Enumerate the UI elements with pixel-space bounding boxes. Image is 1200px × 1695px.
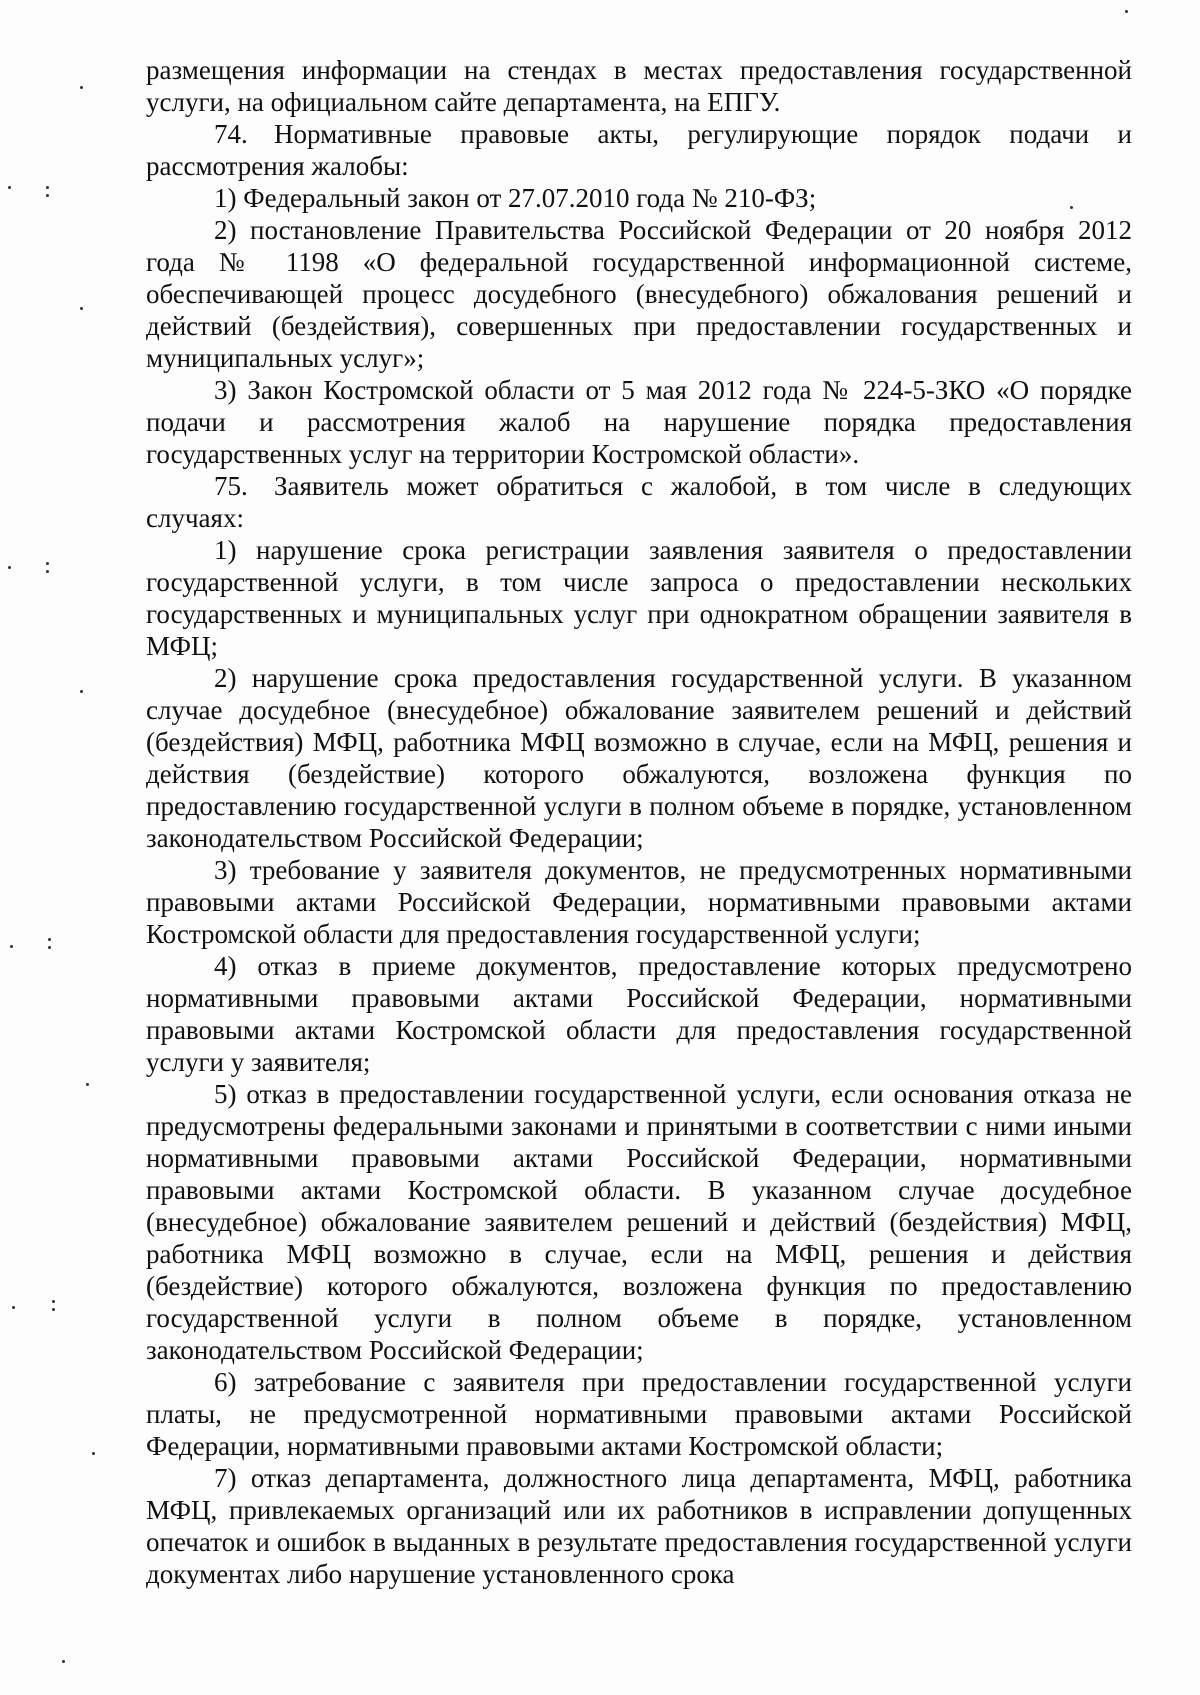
scan-speck [46,562,50,574]
list-item: 3) Закон Костромской области от 5 мая 2012 года № 224-5-ЗКО «О порядке подачи и рассмотрения жалоб на нарушение порядка предоставления государственных услуг на территории Костромской области». [146,375,1132,469]
scan-speck [62,1660,65,1663]
list-item: 6) затребование с заявителя при предоставлении государственной услуги платы, не предусмотренной нормативными правовыми актами Российской Федерации, нормативными правовыми актами Костромской области; [146,1367,1132,1461]
scan-speck [92,1452,95,1455]
scan-speck [12,1306,15,1309]
scan-speck [80,86,83,89]
list-item: 2) постановление Правительства Российской Федерации от 20 ноября 2012 года № 1198 «О федеральной государственной информационной системе, обеспечивающей процесс досудебного (внесудебного) обжалования решений и действий (бездействия), совершенных при предоставлении государственных и муниципальных услуг»; [146,215,1132,373]
list-item: 2) нарушение срока предоставления государственной услуги. В указанном случае досудебное (внесудебное) обжалование заявителем решений и действий (бездействия) МФЦ, работника МФЦ возможно в случае, если на МФЦ, решения и действия (бездействие) которого обжалуются, возложена функция по предоставлению государственной услуги в полном объеме в порядке, установленном законодательством Российской Федерации; [146,663,1132,853]
list-item: 1) нарушение срока регистрации заявления заявителя о предоставлении государственной услуги, в том числе запроса о предоставлении нескольких государственных и муниципальных услуг при однократном обращении заявителя в МФЦ; [146,535,1132,661]
scan-speck [1125,10,1128,13]
scan-speck [52,1300,56,1312]
list-item: 1) Федеральный закон от 27.07.2010 года № 210-ФЗ; [214,183,817,213]
paragraph-75 [146,470,1132,534]
paragraph-number: 75. [214,471,248,501]
scan-speck [86,1083,89,1086]
scan-speck [48,938,52,950]
document-body [146,54,1132,1590]
scan-speck [10,945,13,948]
scan-speck [80,307,83,310]
list-item: 4) отказ в приеме документов, предоставление которых предусмотрено нормативными правовыми актами Российской Федерации, нормативными правовыми актами Костромской области для предоставления государственной услуги у заявителя; [146,951,1132,1077]
paragraph-number: 74. [214,119,248,149]
paragraph-text: Заявитель может обратиться с жалобой, в том числе в следующих случаях: [146,471,1132,533]
list-item: 7) отказ департамента, должностного лица департамента, МФЦ, работника МФЦ, привлекаемых организаций или их работников в исправлении допущенных опечаток и ошибок в выданных в результате предоставления государственной услуги документах либо нарушение установленного срока [146,1463,1132,1589]
scan-speck [80,690,83,693]
scan-speck [46,186,50,198]
paragraph-continuation: размещения информации на стендах в местах предоставления государственной услуги, на официальном сайте департамента, на ЕПГУ. [146,55,1132,117]
paragraph-74 [146,118,1132,182]
paragraph-text: Нормативные правовые акты, регулирующие порядок подачи и рассмотрения жалобы: [146,119,1132,181]
scan-speck [8,566,11,569]
list-item: 3) требование у заявителя документов, не предусмотренных нормативными правовыми актами Российской Федерации, нормативными правовыми актами Костромской области для предоставления государственной услуги; [146,855,1132,949]
list-item: 5) отказ в предоставлении государственной услуги, если основания отказа не предусмотрены федеральными законами и принятыми в соответствии с ними иными нормативными правовыми актами Российской Федерации, нормативными правовыми актами Костромской области. В указанном случае досудебное (внесудебное) обжалование заявителем решений и действий (бездействия) МФЦ, работника МФЦ возможно в случае, если на МФЦ, решения и действия (бездействие) которого обжалуются, возложена функция по предоставлению государственной услуги в полном объеме в порядке, установленном законодательством Российской Федерации; [146,1079,1132,1365]
scan-speck [8,186,11,189]
